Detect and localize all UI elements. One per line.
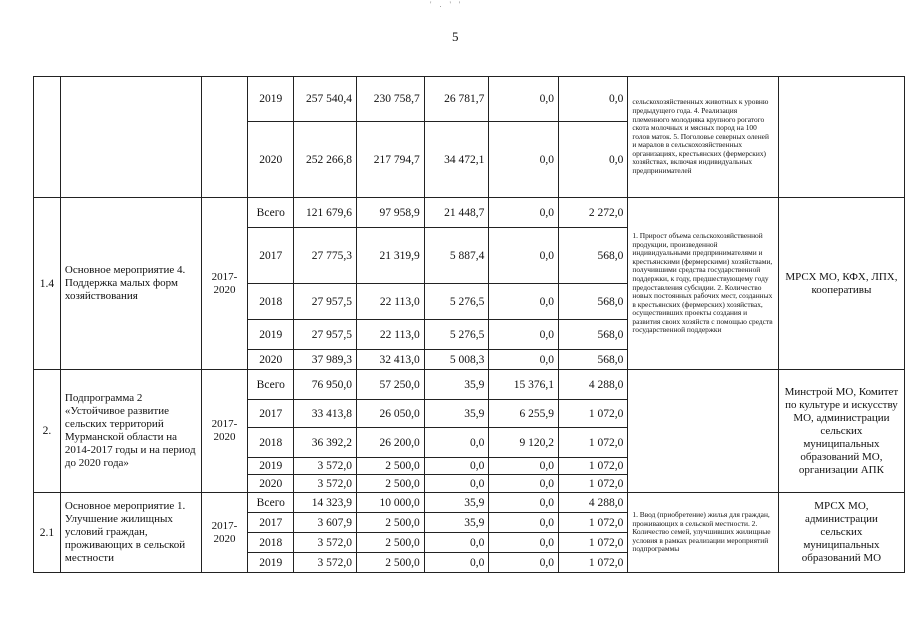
extra-cell: 1 072,0 — [558, 400, 627, 428]
regional-cell: 5 008,3 — [424, 350, 489, 370]
executor-cell — [778, 77, 904, 198]
regional-cell: 34 472,1 — [424, 122, 489, 198]
year-cell: 2018 — [248, 284, 294, 320]
total-cell: 36 392,2 — [294, 428, 357, 458]
name-cell — [60, 77, 201, 198]
year-cell: 2019 — [248, 458, 294, 475]
regional-cell: 5 276,5 — [424, 320, 489, 350]
regional-cell: 5 276,5 — [424, 284, 489, 320]
period-cell: 2017-2020 — [201, 493, 248, 573]
regional-cell: 35,9 — [424, 493, 489, 513]
regional-cell: 35,9 — [424, 513, 489, 533]
total-cell: 3 572,0 — [294, 475, 357, 493]
federal-cell: 230 758,7 — [357, 77, 425, 122]
federal-cell: 57 250,0 — [357, 370, 425, 400]
total-cell: 121 679,6 — [294, 198, 357, 228]
total-cell: 3 572,0 — [294, 553, 357, 573]
executor-cell: Минстрой МО, Комитет по культуре и искусству МО, администрации сельских муниципальных образований МО, организации АПК — [778, 370, 904, 493]
year-cell: 2018 — [248, 533, 294, 553]
regional-cell: 26 781,7 — [424, 77, 489, 122]
extra-cell: 2 272,0 — [558, 198, 627, 228]
federal-cell: 2 500,0 — [357, 475, 425, 493]
regional-cell: 0,0 — [424, 533, 489, 553]
year-cell: 2017 — [248, 228, 294, 284]
federal-cell: 21 319,9 — [357, 228, 425, 284]
local-cell: 0,0 — [489, 553, 559, 573]
local-cell: 0,0 — [489, 122, 559, 198]
total-cell: 252 266,8 — [294, 122, 357, 198]
federal-cell: 26 050,0 — [357, 400, 425, 428]
scan-artifact: ' . ' ' — [430, 0, 464, 9]
federal-cell: 10 000,0 — [357, 493, 425, 513]
federal-cell: 22 113,0 — [357, 284, 425, 320]
regional-cell: 0,0 — [424, 458, 489, 475]
regional-cell: 0,0 — [424, 475, 489, 493]
year-cell: Всего — [248, 198, 294, 228]
federal-cell: 2 500,0 — [357, 553, 425, 573]
extra-cell: 1 072,0 — [558, 458, 627, 475]
year-cell: Всего — [248, 370, 294, 400]
local-cell: 15 376,1 — [489, 370, 559, 400]
federal-cell: 97 958,9 — [357, 198, 425, 228]
total-cell: 37 989,3 — [294, 350, 357, 370]
extra-cell: 4 288,0 — [558, 493, 627, 513]
executor-cell: МРСХ МО, КФХ, ЛПХ, кооперативы — [778, 198, 904, 370]
measure-name: Основное мероприятие 1. Улучшение жилищных условий граждан, проживающих в сельской местности — [60, 493, 201, 573]
table-row — [34, 493, 905, 513]
total-cell: 3 572,0 — [294, 533, 357, 553]
local-cell: 0,0 — [489, 77, 559, 122]
row-index: 2.1 — [34, 493, 61, 573]
table-row — [34, 198, 905, 228]
extra-cell: 1 072,0 — [558, 475, 627, 493]
federal-cell: 26 200,0 — [357, 428, 425, 458]
row-index: 1.4 — [34, 198, 61, 370]
extra-cell: 568,0 — [558, 228, 627, 284]
budget-table — [33, 76, 905, 573]
period-cell: 2017-2020 — [201, 370, 248, 493]
total-cell: 76 950,0 — [294, 370, 357, 400]
total-cell: 27 775,3 — [294, 228, 357, 284]
extra-cell: 568,0 — [558, 284, 627, 320]
period-cell — [201, 77, 248, 198]
total-cell: 257 540,4 — [294, 77, 357, 122]
table-row — [34, 77, 905, 122]
extra-cell: 1 072,0 — [558, 428, 627, 458]
year-cell: 2017 — [248, 513, 294, 533]
extra-cell: 4 288,0 — [558, 370, 627, 400]
year-cell: 2019 — [248, 553, 294, 573]
executor-cell: МРСХ МО, администрации сельских муниципальных образований МО — [778, 493, 904, 573]
federal-cell: 22 113,0 — [357, 320, 425, 350]
regional-cell: 5 887,4 — [424, 228, 489, 284]
indicator-cell: 1. Ввод (приобретение) жилья для граждан, проживающих в сельской местности. 2. Количество семей, улучшивших жилищные условия в рамках реализации мероприятий подпрограммы — [628, 493, 778, 573]
local-cell: 9 120,2 — [489, 428, 559, 458]
year-cell: 2020 — [248, 350, 294, 370]
total-cell: 27 957,5 — [294, 320, 357, 350]
extra-cell: 0,0 — [558, 77, 627, 122]
extra-cell: 568,0 — [558, 320, 627, 350]
local-cell: 6 255,9 — [489, 400, 559, 428]
extra-cell: 1 072,0 — [558, 513, 627, 533]
extra-cell: 568,0 — [558, 350, 627, 370]
local-cell: 0,0 — [489, 533, 559, 553]
year-cell: Всего — [248, 493, 294, 513]
total-cell: 27 957,5 — [294, 284, 357, 320]
local-cell: 0,0 — [489, 320, 559, 350]
regional-cell: 35,9 — [424, 400, 489, 428]
indicator-cell: сельскохозяйственных животных к уровню предыдущего года. 4. Реализация племенного молодняка крупного рогатого скота молочных и мясных пород на 100 голов маток. 5. Поголовье северных оленей и маралов в сельскохозяйственных организациях, крестьянских (фермерских) хозяйствах, включая индивидуальных предпринимателей — [628, 77, 778, 198]
regional-cell: 0,0 — [424, 553, 489, 573]
page-number: 5 — [452, 29, 459, 44]
indicator-cell: 1. Прирост объема сельскохозяйственной продукции, произведенной индивидуальными предпринимателями и крестьянскими (фермерскими) хозяйствами, получившими средства государственной поддержки, к году, предшествующему году предоставления субсидии. 2. Количество новых постоянных рабочих мест, созданных в крестьянских (фермерских) хозяйствах, осуществивших проекты создания и развития своих хозяйств с помощью средств государственной поддержки — [628, 198, 778, 370]
total-cell: 3 607,9 — [294, 513, 357, 533]
total-cell: 33 413,8 — [294, 400, 357, 428]
measure-name: Подпрограмма 2 «Устойчивое развитие сельских территорий Мурманской области на 2014-2017 годы и на период до 2020 года» — [60, 370, 201, 493]
regional-cell: 35,9 — [424, 370, 489, 400]
row-index: 2. — [34, 370, 61, 493]
period-cell: 2017-2020 — [201, 198, 248, 370]
regional-cell: 21 448,7 — [424, 198, 489, 228]
year-cell: 2020 — [248, 475, 294, 493]
federal-cell: 2 500,0 — [357, 458, 425, 475]
local-cell: 0,0 — [489, 198, 559, 228]
extra-cell: 1 072,0 — [558, 553, 627, 573]
extra-cell: 0,0 — [558, 122, 627, 198]
year-cell: 2017 — [248, 400, 294, 428]
local-cell: 0,0 — [489, 475, 559, 493]
local-cell: 0,0 — [489, 350, 559, 370]
year-cell: 2019 — [248, 77, 294, 122]
local-cell: 0,0 — [489, 228, 559, 284]
year-cell: 2020 — [248, 122, 294, 198]
federal-cell: 32 413,0 — [357, 350, 425, 370]
federal-cell: 2 500,0 — [357, 513, 425, 533]
local-cell: 0,0 — [489, 284, 559, 320]
year-cell: 2018 — [248, 428, 294, 458]
local-cell: 0,0 — [489, 493, 559, 513]
table-row — [34, 370, 905, 400]
total-cell: 14 323,9 — [294, 493, 357, 513]
regional-cell: 0,0 — [424, 428, 489, 458]
federal-cell: 2 500,0 — [357, 533, 425, 553]
local-cell: 0,0 — [489, 458, 559, 475]
index-cell — [34, 77, 61, 198]
total-cell: 3 572,0 — [294, 458, 357, 475]
local-cell: 0,0 — [489, 513, 559, 533]
indicator-cell — [628, 370, 778, 493]
year-cell: 2019 — [248, 320, 294, 350]
federal-cell: 217 794,7 — [357, 122, 425, 198]
measure-name: Основное мероприятие 4. Поддержка малых форм хозяйствования — [60, 198, 201, 370]
extra-cell: 1 072,0 — [558, 533, 627, 553]
